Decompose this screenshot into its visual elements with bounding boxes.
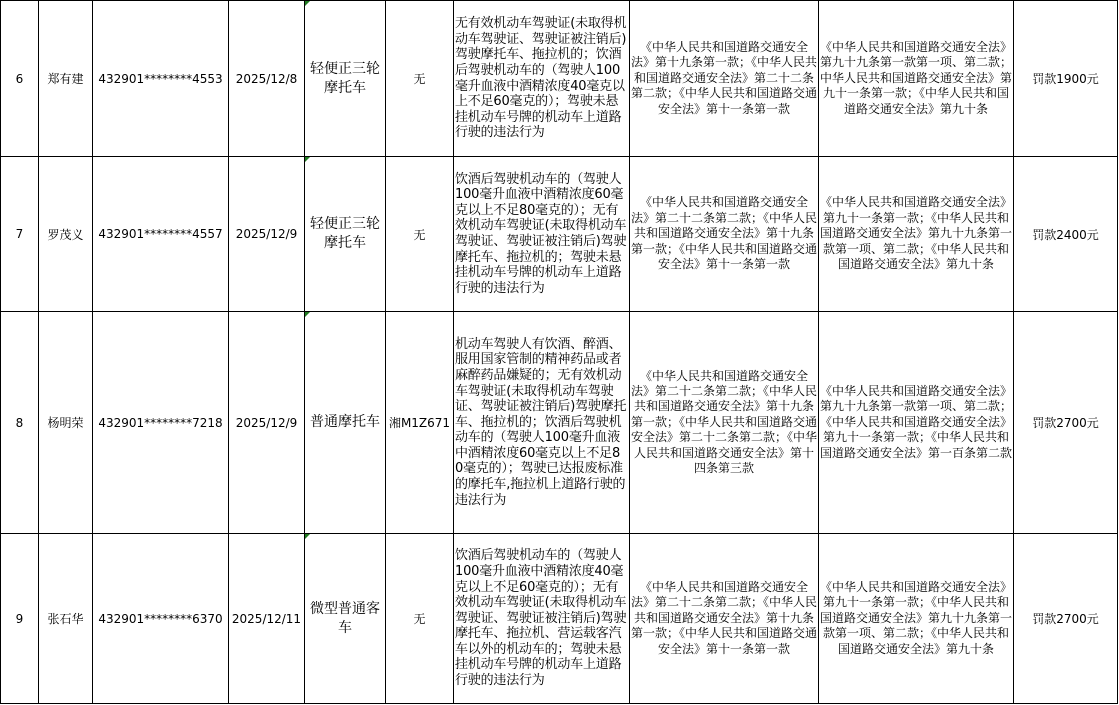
violation-facts-cell — [454, 534, 630, 704]
plate-number: 湘M1Z671 — [386, 312, 454, 534]
party-name: 郑有建 — [39, 1, 93, 157]
row-number: 9 — [1, 534, 39, 704]
table-row[interactable] — [1, 534, 1118, 704]
penalty-basis-cell — [819, 157, 1014, 312]
plate-number: 无 — [386, 534, 454, 704]
id-number: 432901********6370 — [93, 534, 229, 704]
comment-marker-icon — [305, 157, 310, 162]
violation-basis-cell — [630, 157, 819, 312]
violation-facts: 机动车驾驶人有饮酒、醉酒、服用国家管制的精神药品或者麻醉药品嫌疑的；无有效机动车驾驶证(未取得机动车驾驶证、驾驶证被注销后)驾驶摩托车、拖拉机的；饮酒后驾驶机动车的（驾驶人100毫升血液中酒精浓度60毫克以上不足80毫克的）；驾驶已达报废标准的摩托车,拖拉机上道路行驶的违法行为 — [455, 336, 627, 508]
vehicle-type-cell — [305, 534, 386, 704]
penalty-basis-cell — [819, 312, 1014, 534]
party-name: 张石华 — [39, 534, 93, 704]
violation-facts-cell — [454, 312, 630, 534]
id-number: 432901********4553 — [93, 1, 229, 157]
penalty-basis-cell — [819, 1, 1014, 157]
penalty-basis: 《中华人民共和国道路交通安全法》第九十九条第一款第一项、第二款；中华人民共和国道路交通安全法》第九十一条第一款；《中华人民共和国道路交通安全法》第九十条 — [820, 39, 1013, 116]
violation-basis: 《中华人民共和国道路交通安全法》第十九条第一款；《中华人民共和国道路交通安全法》第二十二条第二款；《中华人民共和国道路交通安全法》第十一条第一款 — [631, 39, 818, 116]
penalty-date: 2025/12/9 — [229, 312, 305, 534]
table-row[interactable] — [1, 1, 1118, 157]
party-name: 杨明荣 — [39, 312, 93, 534]
penalty-date: 2025/12/9 — [229, 157, 305, 312]
penalty-basis-cell — [819, 534, 1014, 704]
table-row[interactable] — [1, 312, 1118, 534]
party-name: 罗茂义 — [39, 157, 93, 312]
penalty-basis: 《中华人民共和国道路交通安全法》第九十一条第一款；《中华人民共和国道路交通安全法》第九十九条第一款第一项、第二款；《中华人民共和国道路交通安全法》第九十条 — [820, 195, 1013, 272]
violation-facts-cell — [454, 157, 630, 312]
penalty-amount: 罚款2700元 — [1014, 312, 1118, 534]
penalty-amount: 罚款1900元 — [1014, 1, 1118, 157]
comment-marker-icon — [305, 312, 310, 317]
plate-number: 无 — [386, 157, 454, 312]
row-number: 6 — [1, 1, 39, 157]
vehicle-type: 轻便正三轮摩托车 — [310, 216, 380, 251]
row-number: 8 — [1, 312, 39, 534]
penalty-basis: 《中华人民共和国道路交通安全法》第九十一条第一款；《中华人民共和国道路交通安全法》第九十九条第一款第一项、第二款；《中华人民共和国道路交通安全法》第九十条 — [820, 579, 1013, 656]
vehicle-type: 普通摩托车 — [310, 414, 380, 430]
penalty-basis: 《中华人民共和国道路交通安全法》第九十九条第一款第一项、第二款；《中华人民共和国道路交通安全法》第九十一条第一款；《中华人民共和国道路交通安全法》第一百条第二款 — [820, 383, 1013, 460]
violation-facts: 饮酒后驾驶机动车的（驾驶人100毫升血液中酒精浓度40毫克以上不足60毫克的）；无有效机动车驾驶证(未取得机动车驾驶证、驾驶证被注销后)驾驶摩托车、拖拉机、营运载客汽车以外的机动车的；驾驶未悬挂机动车号牌的机动车上道路行驶的违法行为 — [455, 548, 627, 689]
id-number: 432901********4557 — [93, 157, 229, 312]
comment-marker-icon — [305, 534, 310, 539]
penalty-amount: 罚款2700元 — [1014, 534, 1118, 704]
plate-number: 无 — [386, 1, 454, 157]
row-number: 7 — [1, 157, 39, 312]
vehicle-type-cell — [305, 312, 386, 534]
violation-basis: 《中华人民共和国道路交通安全法》第二十二条第二款；《中华人民共和国道路交通安全法》第十九条第一款；《中华人民共和国道路交通安全法》第二十二条第二款；《中华人民共和国道路交通安全法》第十四条第三款 — [631, 368, 818, 476]
vehicle-type-cell — [305, 1, 386, 157]
penalty-date: 2025/12/8 — [229, 1, 305, 157]
violation-basis-cell — [630, 312, 819, 534]
penalty-date: 2025/12/11 — [229, 534, 305, 704]
vehicle-type-cell — [305, 157, 386, 312]
vehicle-type: 轻便正三轮摩托车 — [310, 60, 380, 96]
comment-marker-icon — [305, 1, 310, 6]
violation-basis-cell — [630, 534, 819, 704]
vehicle-type: 微型普通客车 — [310, 600, 380, 636]
violation-facts: 饮酒后驾驶机动车的（驾驶人100毫升血液中酒精浓度60毫克以上不足80毫克的）；无有效机动车驾驶证(未取得机动车驾驶证、驾驶证被注销后)驾驶摩托车、拖拉机的；驾驶未悬挂机动车号牌的机动车上道路行驶的违法行为 — [455, 171, 627, 296]
id-number: 432901********7218 — [93, 312, 229, 534]
violation-basis: 《中华人民共和国道路交通安全法》第二十二条第二款；《中华人民共和国道路交通安全法》第十九条第一款；《中华人民共和国道路交通安全法》第十一条第一款 — [631, 195, 818, 272]
violation-facts-cell — [454, 1, 630, 157]
penalty-amount: 罚款2400元 — [1014, 157, 1118, 312]
violation-basis: 《中华人民共和国道路交通安全法》第二十二条第二款；《中华人民共和国道路交通安全法》第十九条第一款；《中华人民共和国道路交通安全法》第十一条第一款 — [631, 579, 818, 656]
violation-facts: 无有效机动车驾驶证(未取得机动车驾驶证、驾驶证被注销后)驾驶摩托车、拖拉机的；饮酒后驾驶机动车的（驾驶人100毫升血液中酒精浓度40毫克以上不足60毫克的）；驾驶未悬挂机动车号牌的机动车上道路行驶的违法行为 — [455, 16, 627, 141]
violation-basis-cell — [630, 1, 819, 157]
table-row[interactable] — [1, 157, 1118, 312]
